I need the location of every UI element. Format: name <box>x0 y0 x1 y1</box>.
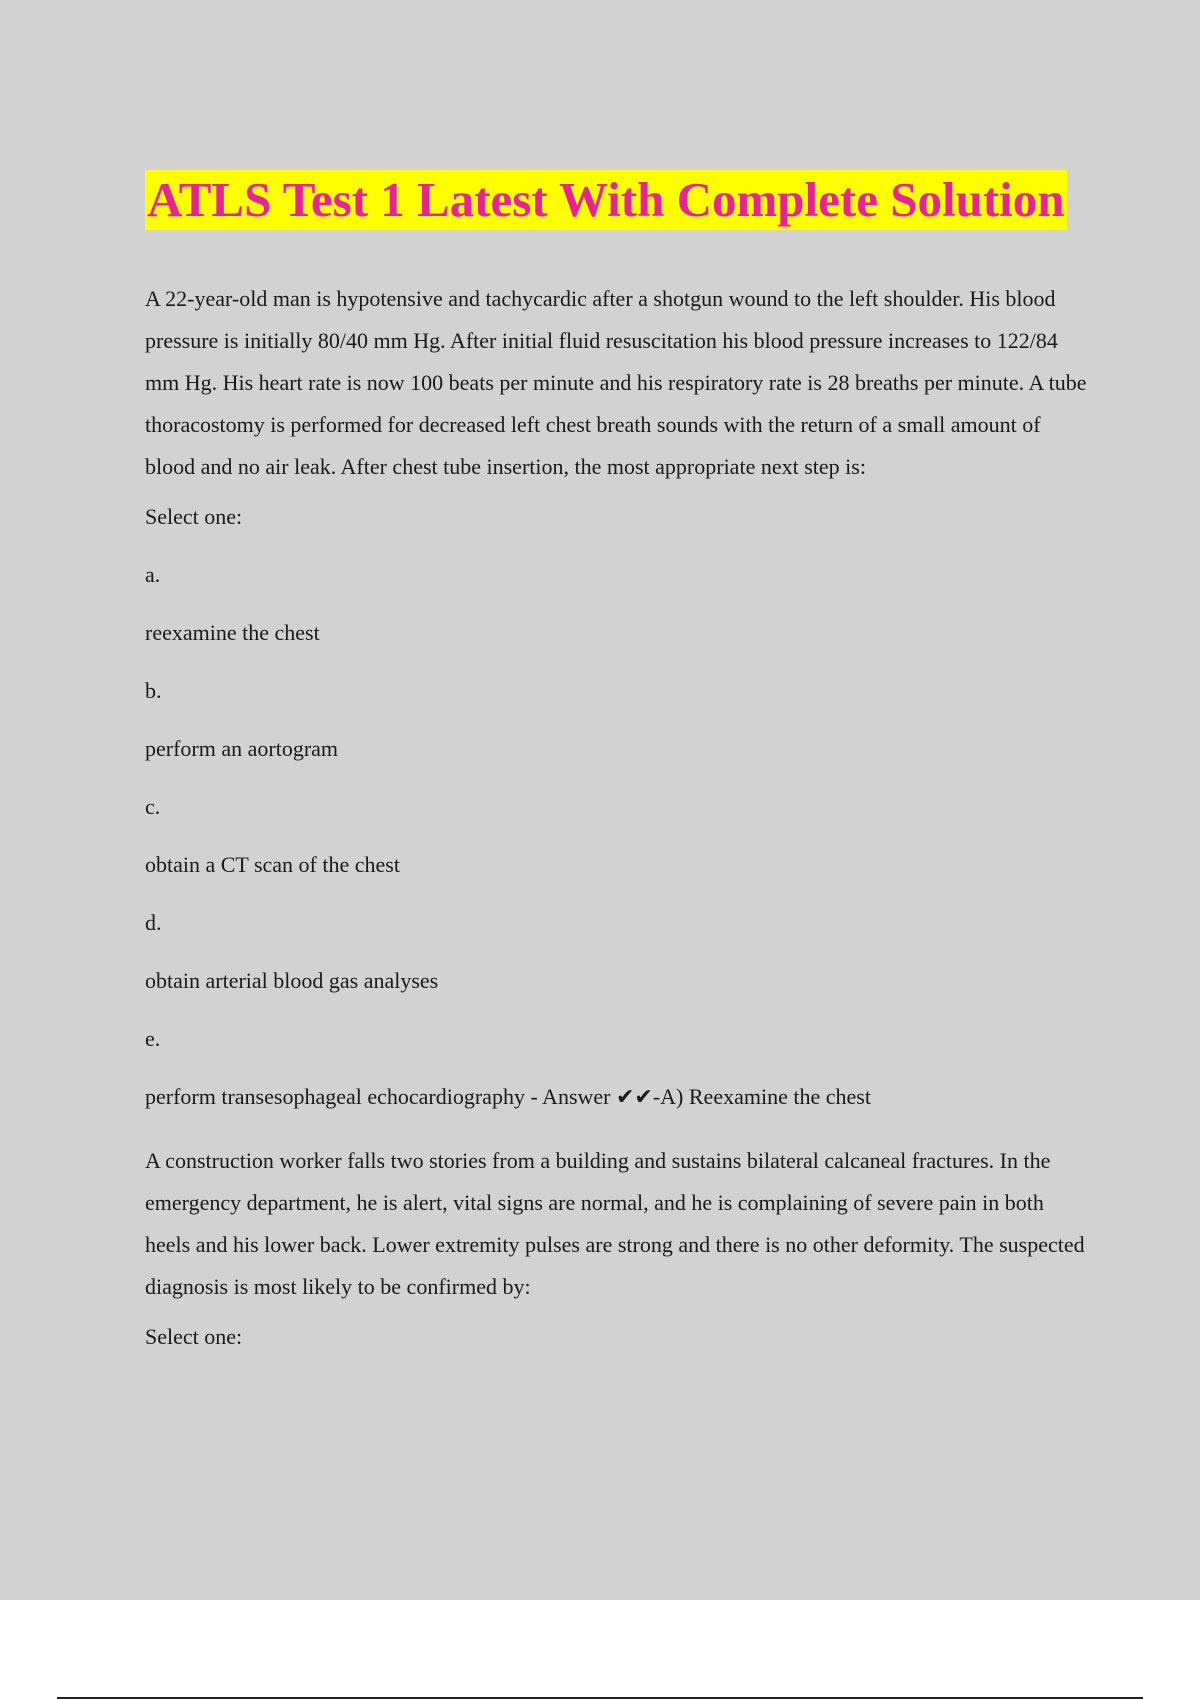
option-letter-d: d. <box>145 910 162 935</box>
option-letter-e: e. <box>145 1026 161 1051</box>
option-text-e-with-answer: perform transesophageal echocardiography - Answer ✔✔-A) Reexamine the chest <box>145 1084 871 1109</box>
question-1-prompt: Select one: <box>145 504 243 529</box>
option-text-b: perform an aortogram <box>145 736 339 761</box>
document-content <box>145 170 1090 1380</box>
option-letter-b: b. <box>145 678 162 703</box>
option-text-c: obtain a CT scan of the chest <box>145 852 400 877</box>
question-2-text: A construction worker falls two stories from a building and sustains bilateral calcaneal fractures. In the emergency department, he is alert, vital signs are normal, and he is complaining of severe pain in both heels and his lower back. Lower extremity pulses are strong and there is no other deformity. The suspected diagnosis is most likely to be confirmed by: <box>145 1148 1085 1299</box>
document-title: ATLS Test 1 Latest With Complete Solution <box>145 170 1067 230</box>
option-letter-a: a. <box>145 562 161 587</box>
option-letter-c: c. <box>145 794 161 819</box>
option-text-d: obtain arterial blood gas analyses <box>145 968 439 993</box>
question-1-text: A 22-year-old man is hypotensive and tachycardic after a shotgun wound to the left shoulder. His blood pressure is initially 80/40 mm Hg. After initial fluid resuscitation his blood pressure increases to 122/84 mm Hg. His heart rate is now 100 beats per minute and his respiratory rate is 28 breaths per minute. A tube thoracostomy is performed for decreased left chest breath sounds with the return of a small amount of blood and no air leak. After chest tube insertion, the most appropriate next step is: <box>145 286 1087 479</box>
option-text-a: reexamine the chest <box>145 620 320 645</box>
footer-divider <box>57 1697 1143 1699</box>
question-2-prompt: Select one: <box>145 1324 243 1349</box>
